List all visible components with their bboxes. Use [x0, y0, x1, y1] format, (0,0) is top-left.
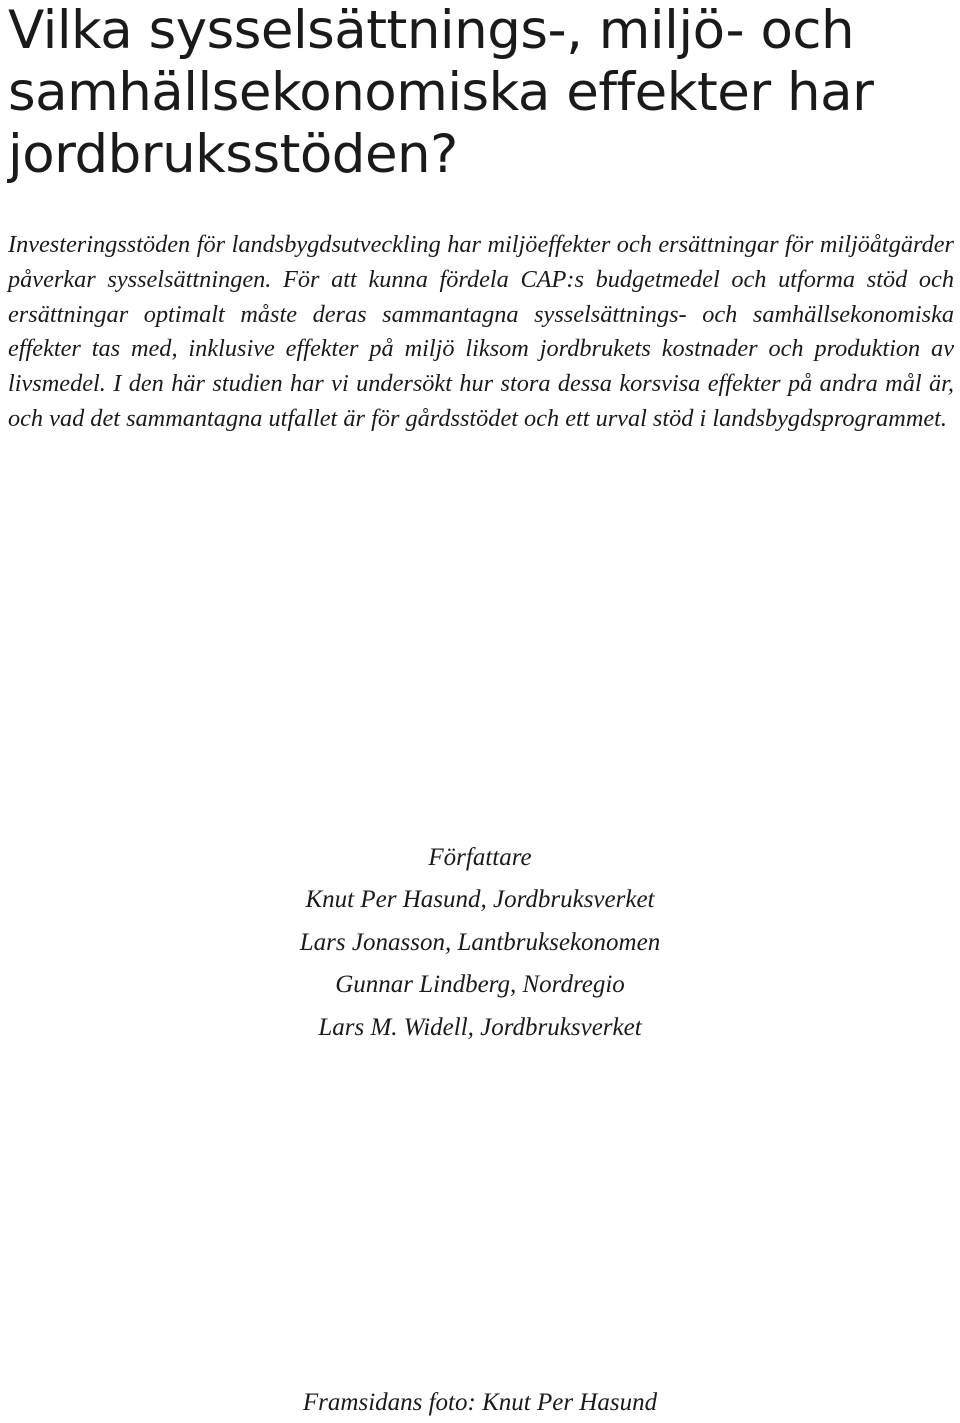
authors-block: [0, 837, 960, 1049]
author-line: Knut Per Hasund, Jordbruksverket: [305, 886, 655, 914]
author-line: Lars M. Widell, Jordbruksverket: [318, 1013, 642, 1041]
author-line: Lars Jonasson, Lantbruksekonomen: [299, 928, 661, 956]
abstract-paragraph: Investeringsstöden för landsbygdsutveckling har miljöeffekter och ersättningar för miljöåtgärder påverkar sysselsättningen. För att kunna fördela CAP:s budgetmedel och utforma stöd och ersättningar optimalt måste deras sammantagna sysselsättnings- och samhällsekonomiska effekter tas med, inklusive effekter på miljö liksom jordbrukets kostnader och produktion av livsmedel. I den här studien har vi undersökt hur stora dessa korsvisa effekter på andra mål är, och vad det sammantagna utfallet är för gårdsstödet och ett urval stöd i landsbygdsprogrammet.: [8, 231, 954, 432]
page-title: Vilka sysselsättnings-, miljö- och samhällsekonomiska effekter har jordbruksstöden?: [8, 0, 874, 185]
photo-credit: Framsidans foto: Knut Per Hasund: [302, 1389, 658, 1416]
authors-heading: Författare: [428, 844, 532, 871]
author-line: Gunnar Lindberg, Nordregio: [335, 971, 625, 999]
